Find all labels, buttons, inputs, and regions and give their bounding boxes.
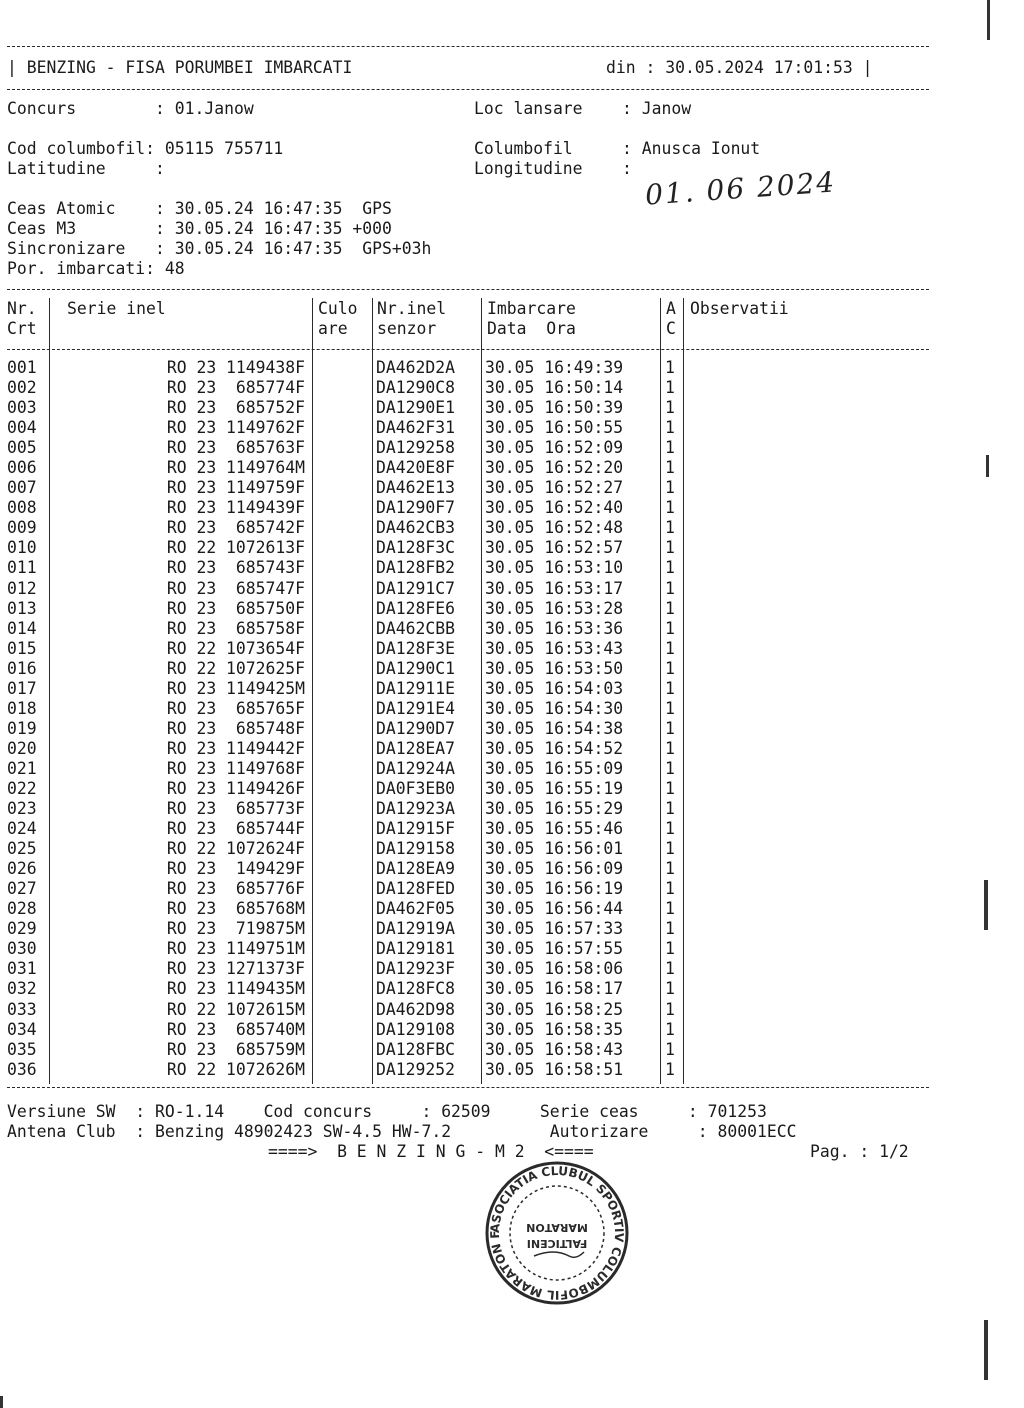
row-number: 034 xyxy=(7,1019,37,1039)
sensor-ring: DA1290C1 xyxy=(376,658,455,678)
ac-value: 1 xyxy=(665,618,675,638)
ac-value: 1 xyxy=(665,1059,675,1079)
boarding-datetime: 30.05 16:58:43 xyxy=(485,1039,624,1059)
ring-series: RO 23 685758F xyxy=(166,618,305,638)
table-row xyxy=(7,679,677,699)
ring-series: RO 23 685752F xyxy=(166,398,305,418)
sensor-ring: DA12923F xyxy=(376,959,455,979)
row-number: 026 xyxy=(7,859,37,879)
ac-value: 1 xyxy=(665,738,675,758)
ac-value: 1 xyxy=(665,778,675,798)
table-row xyxy=(7,1020,677,1040)
scan-edge-mark xyxy=(984,880,988,930)
ring-series: RO 23 685776F xyxy=(166,879,305,899)
boarding-datetime: 30.05 16:50:55 xyxy=(485,418,624,438)
footer-banner: ====> B E N Z I N G - M 2 <==== xyxy=(268,1142,594,1161)
table-row xyxy=(7,639,677,659)
boarding-datetime: 30.05 16:50:39 xyxy=(485,398,624,418)
pigeon-table xyxy=(7,358,677,1080)
boarding-datetime: 30.05 16:58:06 xyxy=(485,959,624,979)
boarding-datetime: 30.05 16:52:57 xyxy=(485,538,624,558)
footer-line-2: Antena Club : Benzing 48902423 SW-4.5 HW-7.2 Autorizare : 80001ECC xyxy=(7,1122,797,1141)
table-row xyxy=(7,619,677,639)
ring-series: RO 23 1149759F xyxy=(166,478,305,498)
table-row xyxy=(7,538,677,558)
row-number: 007 xyxy=(7,478,37,498)
table-row xyxy=(7,879,677,899)
table-row xyxy=(7,418,677,438)
sensor-ring: DA462CB3 xyxy=(376,518,455,538)
ac-value: 1 xyxy=(665,799,675,819)
club-stamp xyxy=(484,1160,630,1310)
concurs-field: Concurs : 01.Janow xyxy=(7,99,254,118)
row-number: 027 xyxy=(7,879,37,899)
ac-value: 1 xyxy=(665,879,675,899)
ring-series: RO 23 149429F xyxy=(166,859,305,879)
table-row xyxy=(7,518,677,538)
sensor-ring: DA128F3E xyxy=(376,638,455,658)
col-header-a: A xyxy=(666,299,676,318)
ring-series: RO 23 719875M xyxy=(166,919,305,939)
ring-series: RO 23 1149438F xyxy=(166,358,305,377)
ac-value: 1 xyxy=(665,498,675,518)
sensor-ring: DA129108 xyxy=(376,1019,455,1039)
boarding-datetime: 30.05 16:56:01 xyxy=(485,839,624,859)
boarding-datetime: 30.05 16:52:48 xyxy=(485,518,624,538)
col-header-senzor: senzor xyxy=(377,319,437,338)
table-row xyxy=(7,699,677,719)
latitudine-field: Latitudine : xyxy=(7,159,165,178)
boarding-datetime: 30.05 16:54:52 xyxy=(485,738,624,758)
ring-series: RO 23 685768M xyxy=(166,899,305,919)
scan-edge-mark xyxy=(987,0,990,40)
table-row xyxy=(7,358,677,378)
ceas-atomic-field: Ceas Atomic : 30.05.24 16:47:35 GPS xyxy=(7,199,392,218)
row-number: 025 xyxy=(7,839,37,859)
row-number: 021 xyxy=(7,758,37,778)
ac-value: 1 xyxy=(665,939,675,959)
boarding-datetime: 30.05 16:54:30 xyxy=(485,698,624,718)
divider-header xyxy=(7,89,929,90)
col-header-are: are xyxy=(318,319,348,338)
boarding-datetime: 30.05 16:57:55 xyxy=(485,939,624,959)
row-number: 022 xyxy=(7,778,37,798)
document-title: | BENZING - FISA PORUMBEI IMBARCATI xyxy=(7,58,353,77)
sensor-ring: DA128F3C xyxy=(376,538,455,558)
row-number: 015 xyxy=(7,638,37,658)
ac-value: 1 xyxy=(665,899,675,919)
ac-value: 1 xyxy=(665,1039,675,1059)
ac-value: 1 xyxy=(665,638,675,658)
ac-value: 1 xyxy=(665,378,675,398)
ac-value: 1 xyxy=(665,538,675,558)
sincronizare-field: Sincronizare : 30.05.24 16:47:35 GPS+03h xyxy=(7,239,432,258)
ac-value: 1 xyxy=(665,1019,675,1039)
boarding-datetime: 30.05 16:56:09 xyxy=(485,859,624,879)
ac-value: 1 xyxy=(665,458,675,478)
ac-value: 1 xyxy=(665,999,675,1019)
boarding-datetime: 30.05 16:52:09 xyxy=(485,438,624,458)
boarding-datetime: 30.05 16:50:14 xyxy=(485,378,624,398)
table-row xyxy=(7,979,677,999)
row-number: 031 xyxy=(7,959,37,979)
columbofil-field: Columbofil : Anusca Ionut xyxy=(474,139,761,158)
table-row xyxy=(7,398,677,418)
table-row xyxy=(7,959,677,979)
sensor-ring: DA1291C7 xyxy=(376,578,455,598)
sensor-ring: DA128EA9 xyxy=(376,859,455,879)
footer-line-1: Versiune SW : RO-1.14 Cod concurs : 62509 Serie ceas : 701253 xyxy=(7,1102,767,1121)
row-number: 012 xyxy=(7,578,37,598)
scan-edge-mark xyxy=(986,455,989,477)
loc-lansare-field: Loc lansare : Janow xyxy=(474,99,692,118)
table-row xyxy=(7,819,677,839)
divider-table-header xyxy=(7,349,929,350)
table-row xyxy=(7,558,677,578)
stamp-seal xyxy=(484,1160,630,1306)
boarding-datetime: 30.05 16:54:38 xyxy=(485,718,624,738)
sensor-ring: DA1290D7 xyxy=(376,718,455,738)
ring-series: RO 22 1072626M xyxy=(166,1059,305,1079)
boarding-datetime: 30.05 16:55:19 xyxy=(485,778,624,798)
svg-text:FALTICENI: FALTICENI xyxy=(526,1237,588,1250)
table-row xyxy=(7,1040,677,1060)
boarding-datetime: 30.05 16:53:28 xyxy=(485,598,624,618)
row-number: 016 xyxy=(7,658,37,678)
sensor-ring: DA462D98 xyxy=(376,999,455,1019)
sensor-ring: DA462CBB xyxy=(376,618,455,638)
row-number: 002 xyxy=(7,378,37,398)
ac-value: 1 xyxy=(665,358,675,377)
row-number: 006 xyxy=(7,458,37,478)
sensor-ring: DA462F05 xyxy=(376,899,455,919)
ac-value: 1 xyxy=(665,658,675,678)
sensor-ring: DA128FB2 xyxy=(376,558,455,578)
ring-series: RO 23 1149762F xyxy=(166,418,305,438)
ring-series: RO 22 1073654F xyxy=(166,638,305,658)
table-row xyxy=(7,659,677,679)
ring-series: RO 23 1149764M xyxy=(166,458,305,478)
row-number: 033 xyxy=(7,999,37,1019)
ring-series: RO 22 1072613F xyxy=(166,538,305,558)
sensor-ring: DA128FC8 xyxy=(376,979,455,999)
col-header-data-ora: Data Ora xyxy=(487,319,576,338)
table-row xyxy=(7,919,677,939)
boarding-datetime: 30.05 16:52:40 xyxy=(485,498,624,518)
handwritten-date: 01. 06 2024 xyxy=(644,165,838,212)
boarding-datetime: 30.05 16:53:43 xyxy=(485,638,624,658)
boarding-datetime: 30.05 16:52:27 xyxy=(485,478,624,498)
page-number: Pag. : 1/2 xyxy=(810,1142,909,1161)
col-header-imbarcare: Imbarcare xyxy=(487,299,576,318)
boarding-datetime: 30.05 16:53:50 xyxy=(485,658,624,678)
sensor-ring: DA129258 xyxy=(376,438,455,458)
boarding-datetime: 30.05 16:55:29 xyxy=(485,799,624,819)
col-header-culo: Culo xyxy=(318,299,358,318)
boarding-datetime: 30.05 16:56:44 xyxy=(485,899,624,919)
sensor-ring: DA12924A xyxy=(376,758,455,778)
boarding-datetime: 30.05 16:58:17 xyxy=(485,979,624,999)
sensor-ring: DA420E8F xyxy=(376,458,455,478)
ac-value: 1 xyxy=(665,819,675,839)
sensor-ring: DA462D2A xyxy=(376,358,455,377)
row-number: 029 xyxy=(7,919,37,939)
sensor-ring: DA128FED xyxy=(376,879,455,899)
ac-value: 1 xyxy=(665,979,675,999)
ac-value: 1 xyxy=(665,959,675,979)
sensor-ring: DA462F31 xyxy=(376,418,455,438)
document-date: din : 30.05.2024 17:01:53 | xyxy=(606,58,873,77)
ring-series: RO 23 1149751M xyxy=(166,939,305,959)
ring-series: RO 23 685759M xyxy=(166,1039,305,1059)
ring-series: RO 23 685774F xyxy=(166,378,305,398)
ac-value: 1 xyxy=(665,718,675,738)
row-number: 032 xyxy=(7,979,37,999)
ac-value: 1 xyxy=(665,919,675,939)
sensor-ring: DA128FBC xyxy=(376,1039,455,1059)
svg-text:ASOCIATIA CLUBUL SPORTIV COLUM: ASOCIATIA CLUBUL SPORTIV COLUMBOFIL MARATON F xyxy=(487,1163,627,1303)
sensor-ring: DA12915F xyxy=(376,819,455,839)
boarding-datetime: 30.05 16:58:35 xyxy=(485,1019,624,1039)
ac-value: 1 xyxy=(665,478,675,498)
ring-series: RO 23 685765F xyxy=(166,698,305,718)
col-header-c: C xyxy=(666,319,676,338)
boarding-datetime: 30.05 16:55:09 xyxy=(485,758,624,778)
ring-series: RO 23 685744F xyxy=(166,819,305,839)
table-row xyxy=(7,1000,677,1020)
boarding-datetime: 30.05 16:53:17 xyxy=(485,578,624,598)
table-row xyxy=(7,378,677,398)
sensor-ring: DA1290F7 xyxy=(376,498,455,518)
longitudine-field: Longitudine : xyxy=(474,159,632,178)
ring-series: RO 23 1149426F xyxy=(166,778,305,798)
sensor-ring: DA128FE6 xyxy=(376,598,455,618)
table-row xyxy=(7,779,677,799)
row-number: 017 xyxy=(7,678,37,698)
boarding-datetime: 30.05 16:54:03 xyxy=(485,678,624,698)
svg-text:MARATON: MARATON xyxy=(526,1221,588,1234)
row-number: 011 xyxy=(7,558,37,578)
table-row xyxy=(7,498,677,518)
row-number: 014 xyxy=(7,618,37,638)
boarding-datetime: 30.05 16:55:46 xyxy=(485,819,624,839)
ac-value: 1 xyxy=(665,758,675,778)
sensor-ring: DA129181 xyxy=(376,939,455,959)
boarding-datetime: 30.05 16:53:36 xyxy=(485,618,624,638)
ac-value: 1 xyxy=(665,398,675,418)
sensor-ring: DA129252 xyxy=(376,1059,455,1079)
ring-series: RO 23 1271373F xyxy=(166,959,305,979)
ring-series: RO 22 1072615M xyxy=(166,999,305,1019)
ac-value: 1 xyxy=(665,418,675,438)
sensor-ring: DA462E13 xyxy=(376,478,455,498)
boarding-datetime: 30.05 16:57:33 xyxy=(485,919,624,939)
scan-edge-mark xyxy=(984,1320,988,1380)
ring-series: RO 23 685747F xyxy=(166,578,305,598)
table-row xyxy=(7,799,677,819)
ring-series: RO 23 1149768F xyxy=(166,758,305,778)
row-number: 013 xyxy=(7,598,37,618)
col-header-serie: Serie inel xyxy=(67,299,166,318)
row-number: 024 xyxy=(7,819,37,839)
sensor-ring: DA1291E4 xyxy=(376,698,455,718)
ring-series: RO 23 685773F xyxy=(166,799,305,819)
row-number: 003 xyxy=(7,398,37,418)
ring-series: RO 23 1149435M xyxy=(166,979,305,999)
sensor-ring: DA1290E1 xyxy=(376,398,455,418)
row-number: 019 xyxy=(7,718,37,738)
ring-series: RO 23 685750F xyxy=(166,598,305,618)
col-header-crt: Crt xyxy=(7,319,37,338)
ac-value: 1 xyxy=(665,698,675,718)
table-row xyxy=(7,759,677,779)
scan-edge-mark xyxy=(0,1396,3,1408)
ring-series: RO 22 1072625F xyxy=(166,658,305,678)
table-row xyxy=(7,939,677,959)
ac-value: 1 xyxy=(665,859,675,879)
sensor-ring: DA129158 xyxy=(376,839,455,859)
ring-series: RO 23 685748F xyxy=(166,718,305,738)
sensor-ring: DA128EA7 xyxy=(376,738,455,758)
sensor-ring: DA12923A xyxy=(376,799,455,819)
divider-table-bottom xyxy=(7,1087,929,1088)
boarding-datetime: 30.05 16:49:39 xyxy=(485,358,624,377)
sensor-ring: DA0F3EB0 xyxy=(376,778,455,798)
boarding-datetime: 30.05 16:52:20 xyxy=(485,458,624,478)
table-row xyxy=(7,899,677,919)
row-number: 018 xyxy=(7,698,37,718)
ac-value: 1 xyxy=(665,438,675,458)
divider-top xyxy=(7,46,929,47)
ac-value: 1 xyxy=(665,839,675,859)
col-header-observatii: Observatii xyxy=(690,299,789,318)
ring-series: RO 23 685742F xyxy=(166,518,305,538)
ac-value: 1 xyxy=(665,578,675,598)
row-number: 035 xyxy=(7,1039,37,1059)
table-row xyxy=(7,599,677,619)
table-row xyxy=(7,478,677,498)
row-number: 008 xyxy=(7,498,37,518)
row-number: 010 xyxy=(7,538,37,558)
row-number: 028 xyxy=(7,899,37,919)
por-imbarcati-field: Por. imbarcati: 48 xyxy=(7,259,185,278)
table-row xyxy=(7,839,677,859)
col-header-nr: Nr. xyxy=(7,299,37,318)
col-header-nrinel: Nr.inel xyxy=(377,299,447,318)
row-number: 023 xyxy=(7,799,37,819)
ring-series: RO 22 1072624F xyxy=(166,839,305,859)
ceas-m3-field: Ceas M3 : 30.05.24 16:47:35 +000 xyxy=(7,219,392,238)
row-number: 020 xyxy=(7,738,37,758)
ring-series: RO 23 1149425M xyxy=(166,678,305,698)
row-number: 004 xyxy=(7,418,37,438)
ac-value: 1 xyxy=(665,598,675,618)
ring-series: RO 23 685763F xyxy=(166,438,305,458)
table-row xyxy=(7,458,677,478)
ring-series: RO 23 1149439F xyxy=(166,498,305,518)
sensor-ring: DA12911E xyxy=(376,678,455,698)
table-row xyxy=(7,579,677,599)
row-number: 036 xyxy=(7,1059,37,1079)
table-row xyxy=(7,1060,677,1080)
table-row xyxy=(7,859,677,879)
sensor-ring: DA12919A xyxy=(376,919,455,939)
ac-value: 1 xyxy=(665,558,675,578)
table-row xyxy=(7,438,677,458)
boarding-datetime: 30.05 16:58:25 xyxy=(485,999,624,1019)
divider-table-top xyxy=(7,289,929,290)
cod-columbofil-field: Cod columbofil: 05115 755711 xyxy=(7,139,284,158)
boarding-datetime: 30.05 16:53:10 xyxy=(485,558,624,578)
ac-value: 1 xyxy=(665,518,675,538)
row-number: 005 xyxy=(7,438,37,458)
row-number: 009 xyxy=(7,518,37,538)
sensor-ring: DA1290C8 xyxy=(376,378,455,398)
ring-series: RO 23 685740M xyxy=(166,1019,305,1039)
ring-series: RO 23 1149442F xyxy=(166,738,305,758)
table-row xyxy=(7,719,677,739)
ac-value: 1 xyxy=(665,678,675,698)
ring-series: RO 23 685743F xyxy=(166,558,305,578)
col-separator xyxy=(683,298,684,1084)
row-number: 030 xyxy=(7,939,37,959)
boarding-datetime: 30.05 16:58:51 xyxy=(485,1059,624,1079)
boarding-datetime: 30.05 16:56:19 xyxy=(485,879,624,899)
table-row xyxy=(7,739,677,759)
row-number: 001 xyxy=(7,358,37,377)
